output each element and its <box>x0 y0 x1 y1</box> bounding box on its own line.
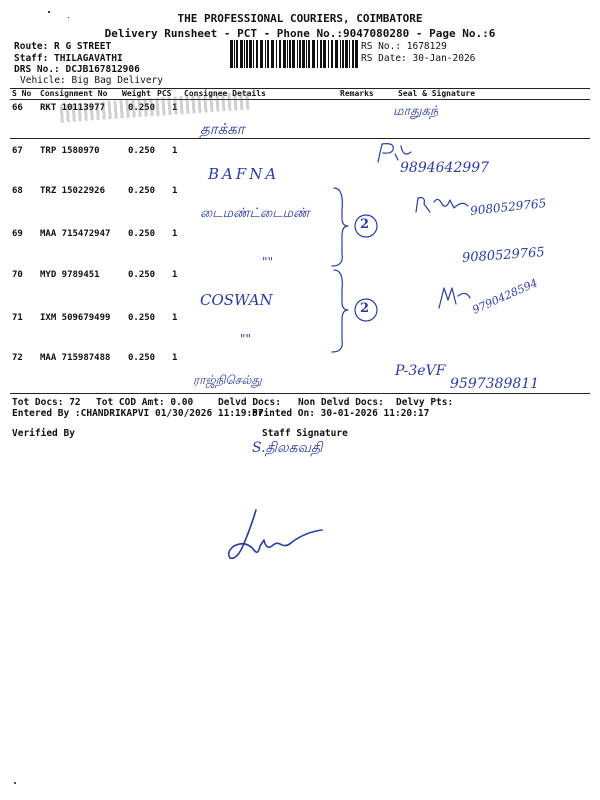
barcode <box>230 40 358 68</box>
barcode-bar <box>355 40 358 68</box>
row-69-phone: 9080529765 <box>461 245 546 266</box>
row-67-pcs: 1 <box>172 146 178 156</box>
barcode-bar <box>317 40 318 68</box>
bracket-rows-68-69 <box>332 188 348 266</box>
row-70-consignee-handwriting: COSWAN <box>200 291 273 309</box>
row-67-phone: 9894642997 <box>400 160 490 176</box>
row-71-sno: 71 <box>12 313 23 323</box>
row-66-signature: மாதுகந் <box>393 104 439 119</box>
row-divider <box>10 138 590 139</box>
header-remarks: Remarks <box>340 89 374 98</box>
printed-on: Printed On: 30-01-2026 11:20:17 <box>252 408 430 419</box>
barcode-bar <box>320 40 322 68</box>
row-70-signature <box>436 282 476 312</box>
barcode-bar <box>240 40 243 68</box>
header-weight: Weight <box>122 89 151 98</box>
row-70-sno: 70 <box>12 270 23 280</box>
row-66-weight: 0.250 <box>128 103 156 113</box>
drs-label: DRS No.: DCJB167812906 <box>14 64 140 75</box>
row-66-consignee-handwriting: தாக்கா <box>200 120 245 138</box>
barcode-bar <box>265 40 266 68</box>
table-bottom-rule <box>10 393 590 394</box>
row-68-weight: 0.250 <box>128 186 156 196</box>
barcode-bar <box>249 40 252 68</box>
verified-by-label: Verified By <box>12 428 75 439</box>
barcode-bar <box>342 40 344 68</box>
barcode-bar <box>297 40 298 68</box>
row-66-sno: 66 <box>12 103 23 113</box>
row-66-pcs: 1 <box>172 103 178 113</box>
barcode-bar <box>256 40 258 68</box>
row-69-ditto: "" <box>262 255 274 269</box>
header-seal-signature: Seal & Signature <box>398 89 476 98</box>
barcode-bar <box>349 40 350 68</box>
scan-speck <box>68 17 69 18</box>
barcode-bar <box>352 40 354 68</box>
barcode-bar <box>253 40 254 68</box>
row-72-phone: 9597389811 <box>450 376 540 392</box>
barcode-bar <box>328 40 329 68</box>
barcode-bar <box>287 40 288 68</box>
barcode-bar <box>323 40 326 68</box>
staff-label: Staff: THILAGAVATHI <box>14 53 123 64</box>
barcode-bar <box>279 40 281 68</box>
row-70-consignment: MYD 9789451 <box>40 270 100 280</box>
bracket-rows-70-71 <box>332 270 348 352</box>
barcode-bar <box>289 40 291 68</box>
barcode-bar <box>292 40 295 68</box>
row-70-weight: 0.250 <box>128 270 156 280</box>
barcode-bar <box>345 40 348 68</box>
header-sno: S No <box>12 89 32 98</box>
header-pcs: PCS <box>157 89 172 98</box>
row-72-weight: 0.250 <box>128 353 156 363</box>
barcode-bar <box>312 40 315 68</box>
row-67-consignee-handwriting: BAFNA <box>208 165 280 183</box>
barcode-bar <box>236 40 238 68</box>
company-title: THE PROFESSIONAL COURIERS, COIMBATORE <box>177 12 423 25</box>
row-72-consignee-handwriting: ராஜ்நிசெல்து <box>193 373 262 387</box>
row-69-consignment: MAA 715472947 <box>40 229 111 239</box>
tot-docs: Tot Docs: 72 <box>12 397 81 408</box>
row-71-consignment: IXM 509679499 <box>40 313 111 323</box>
verifier-signature <box>220 500 340 570</box>
header-consignee: Consignee Details <box>184 89 266 98</box>
row-68-signature <box>412 190 472 218</box>
row-68-pcs: 1 <box>172 186 178 196</box>
barcode-bar <box>230 40 233 68</box>
circled-2-lower-text: 2 <box>360 301 370 316</box>
barcode-bar <box>308 40 310 68</box>
row-69-sno: 69 <box>12 229 23 239</box>
row-71-weight: 0.250 <box>128 313 156 323</box>
row-72-signature: P-3eVF <box>395 363 446 379</box>
row-66-consignment: RKT 10113977 <box>40 103 106 113</box>
barcode-bar <box>276 40 277 68</box>
scan-speck <box>14 782 16 784</box>
barcode-bar <box>335 40 338 68</box>
row-68-phone: 9080529765 <box>469 196 547 218</box>
row-72-pcs: 1 <box>172 353 178 363</box>
row-72-sno: 72 <box>12 353 23 363</box>
staff-signature-label: Staff Signature <box>262 428 348 439</box>
delvd-docs: Delvd Docs: <box>218 397 281 408</box>
barcode-bar <box>234 40 235 68</box>
row-67-sno: 67 <box>12 146 23 156</box>
non-delvd-docs: Non Delvd Docs: <box>298 397 384 408</box>
barcode-bar <box>260 40 263 68</box>
row-71-ditto: "" <box>240 332 252 346</box>
row-69-pcs: 1 <box>172 229 178 239</box>
row-70-phone: 9790428594 <box>470 276 540 317</box>
row-71-pcs: 1 <box>172 313 178 323</box>
barcode-bar <box>340 40 341 68</box>
barcode-bar <box>244 40 245 68</box>
barcode-bar <box>271 40 274 68</box>
barcode-bar <box>299 40 301 68</box>
row-67-weight: 0.250 <box>128 146 156 156</box>
rs-date: RS Date: 30-Jan-2026 <box>361 53 476 64</box>
runsheet-subtitle: Delivery Runsheet - PCT - Phone No.:9047080280 - Page No.:6 <box>104 27 496 40</box>
entered-by: Entered By :CHANDRIKAPVI 01/30/2026 11:19:57 <box>12 408 264 419</box>
rs-number: RS No.: 1678129 <box>361 41 447 52</box>
row-68-consignee-handwriting: டைமண்ட்டைமண் <box>200 206 310 221</box>
barcode-bar <box>246 40 248 68</box>
circled-2-upper-text: 2 <box>360 217 370 232</box>
row-68-consignment: TRZ 15022926 <box>40 186 106 196</box>
delvy-pts: Delvy Pts: <box>396 397 454 408</box>
header-consignment: Consignment No <box>40 89 108 98</box>
row-67-consignment: TRP 1580970 <box>40 146 100 156</box>
barcode-bar <box>302 40 305 68</box>
barcode-bar <box>306 40 307 68</box>
tot-cod-amt: Tot COD Amt: 0.00 <box>96 397 194 408</box>
scan-speck <box>48 11 50 13</box>
vehicle-label: Vehicle: Big Bag Delivery <box>20 75 163 86</box>
grouping-brackets <box>326 180 386 370</box>
row-68-sno: 68 <box>12 186 23 196</box>
barcode-bar <box>283 40 286 68</box>
staff-signature-handwriting: S.திலகவதி <box>252 440 323 456</box>
header-bottom-rule <box>10 99 590 100</box>
barcode-bar <box>331 40 333 68</box>
row-70-pcs: 1 <box>172 270 178 280</box>
row-69-weight: 0.250 <box>128 229 156 239</box>
barcode-bar <box>267 40 269 68</box>
route-label: Route: R G STREET <box>14 41 112 52</box>
row-72-consignment: MAA 715987488 <box>40 353 111 363</box>
